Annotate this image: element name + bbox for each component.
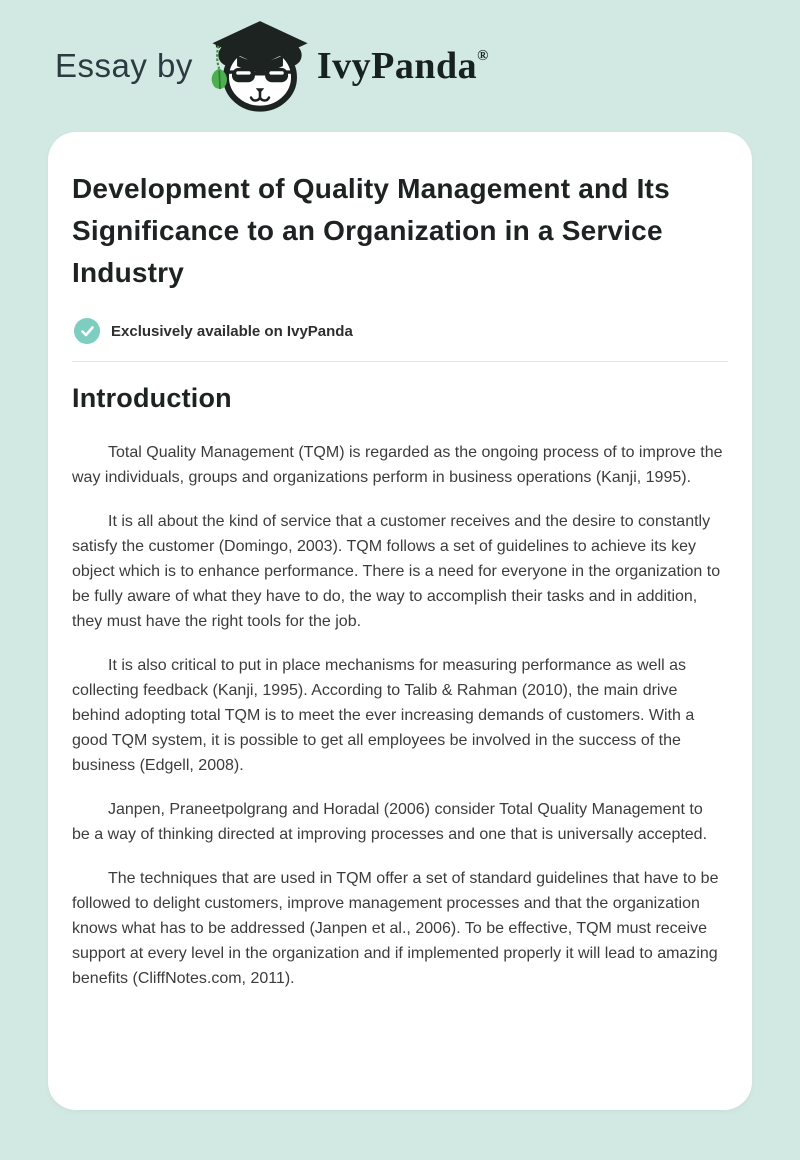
check-icon — [74, 318, 100, 344]
brand-wordmark — [317, 44, 489, 88]
paragraph: Total Quality Management (TQM) is regarded as the ongoing process of to improve the way individuals, groups and organizations perform in business operations (Kanji, 1995). — [72, 444, 723, 486]
ivypanda-panda-logo-icon — [209, 19, 311, 115]
brand-name: IvyPanda — [316, 45, 478, 87]
divider — [72, 361, 728, 362]
paragraph: Janpen, Praneetpolgrang and Horadal (2006) consider Total Quality Management to be a way of thinking directed at improving processes and one that is universally accepted. — [72, 801, 708, 843]
essay-title: Development of Quality Management and Its Significance to an Organization in a Service Industry — [72, 173, 670, 288]
exclusive-badge — [74, 318, 728, 344]
essay-by-label: Essay by — [55, 47, 193, 84]
header — [0, 0, 800, 132]
paragraph: The techniques that are used in TQM offer a set of standard guidelines that have to be followed to delight customers, improve management processes and that the organization knows what has to be addressed (Janpen et al., 2006). To be effective, TQM must receive support at every level in the organization and if implemented properly it will lead to amazing benefits (CliffNotes.com, 2011). — [72, 870, 719, 987]
exclusive-badge-label: Exclusively available on IvyPanda — [111, 322, 353, 340]
registered-mark: ® — [477, 48, 489, 64]
essay-card — [48, 132, 752, 1110]
paragraph: It is all about the kind of service that a customer receives and the desire to constantly satisfy the customer (Domingo, 2003). TQM follows a set of guidelines to achieve its key object which is to enhance performance. There is a need for everyone in the organization to be fully aware of what they have to do, the way to accomplish their tasks and in addition, they must have the right tools for the job. — [72, 513, 721, 630]
section-heading-introduction: Introduction — [72, 383, 232, 413]
paragraph: It is also critical to put in place mechanisms for measuring performance as well as collecting feedback (Kanji, 1995). According to Talib & Rahman (2010), the main drive behind adopting total TQM is to meet the ever increasing demands of customers. With a good TQM system, it is possible to get all employees be involved in the success of the business (Edgell, 2008). — [72, 657, 695, 774]
essay-body — [72, 440, 728, 991]
